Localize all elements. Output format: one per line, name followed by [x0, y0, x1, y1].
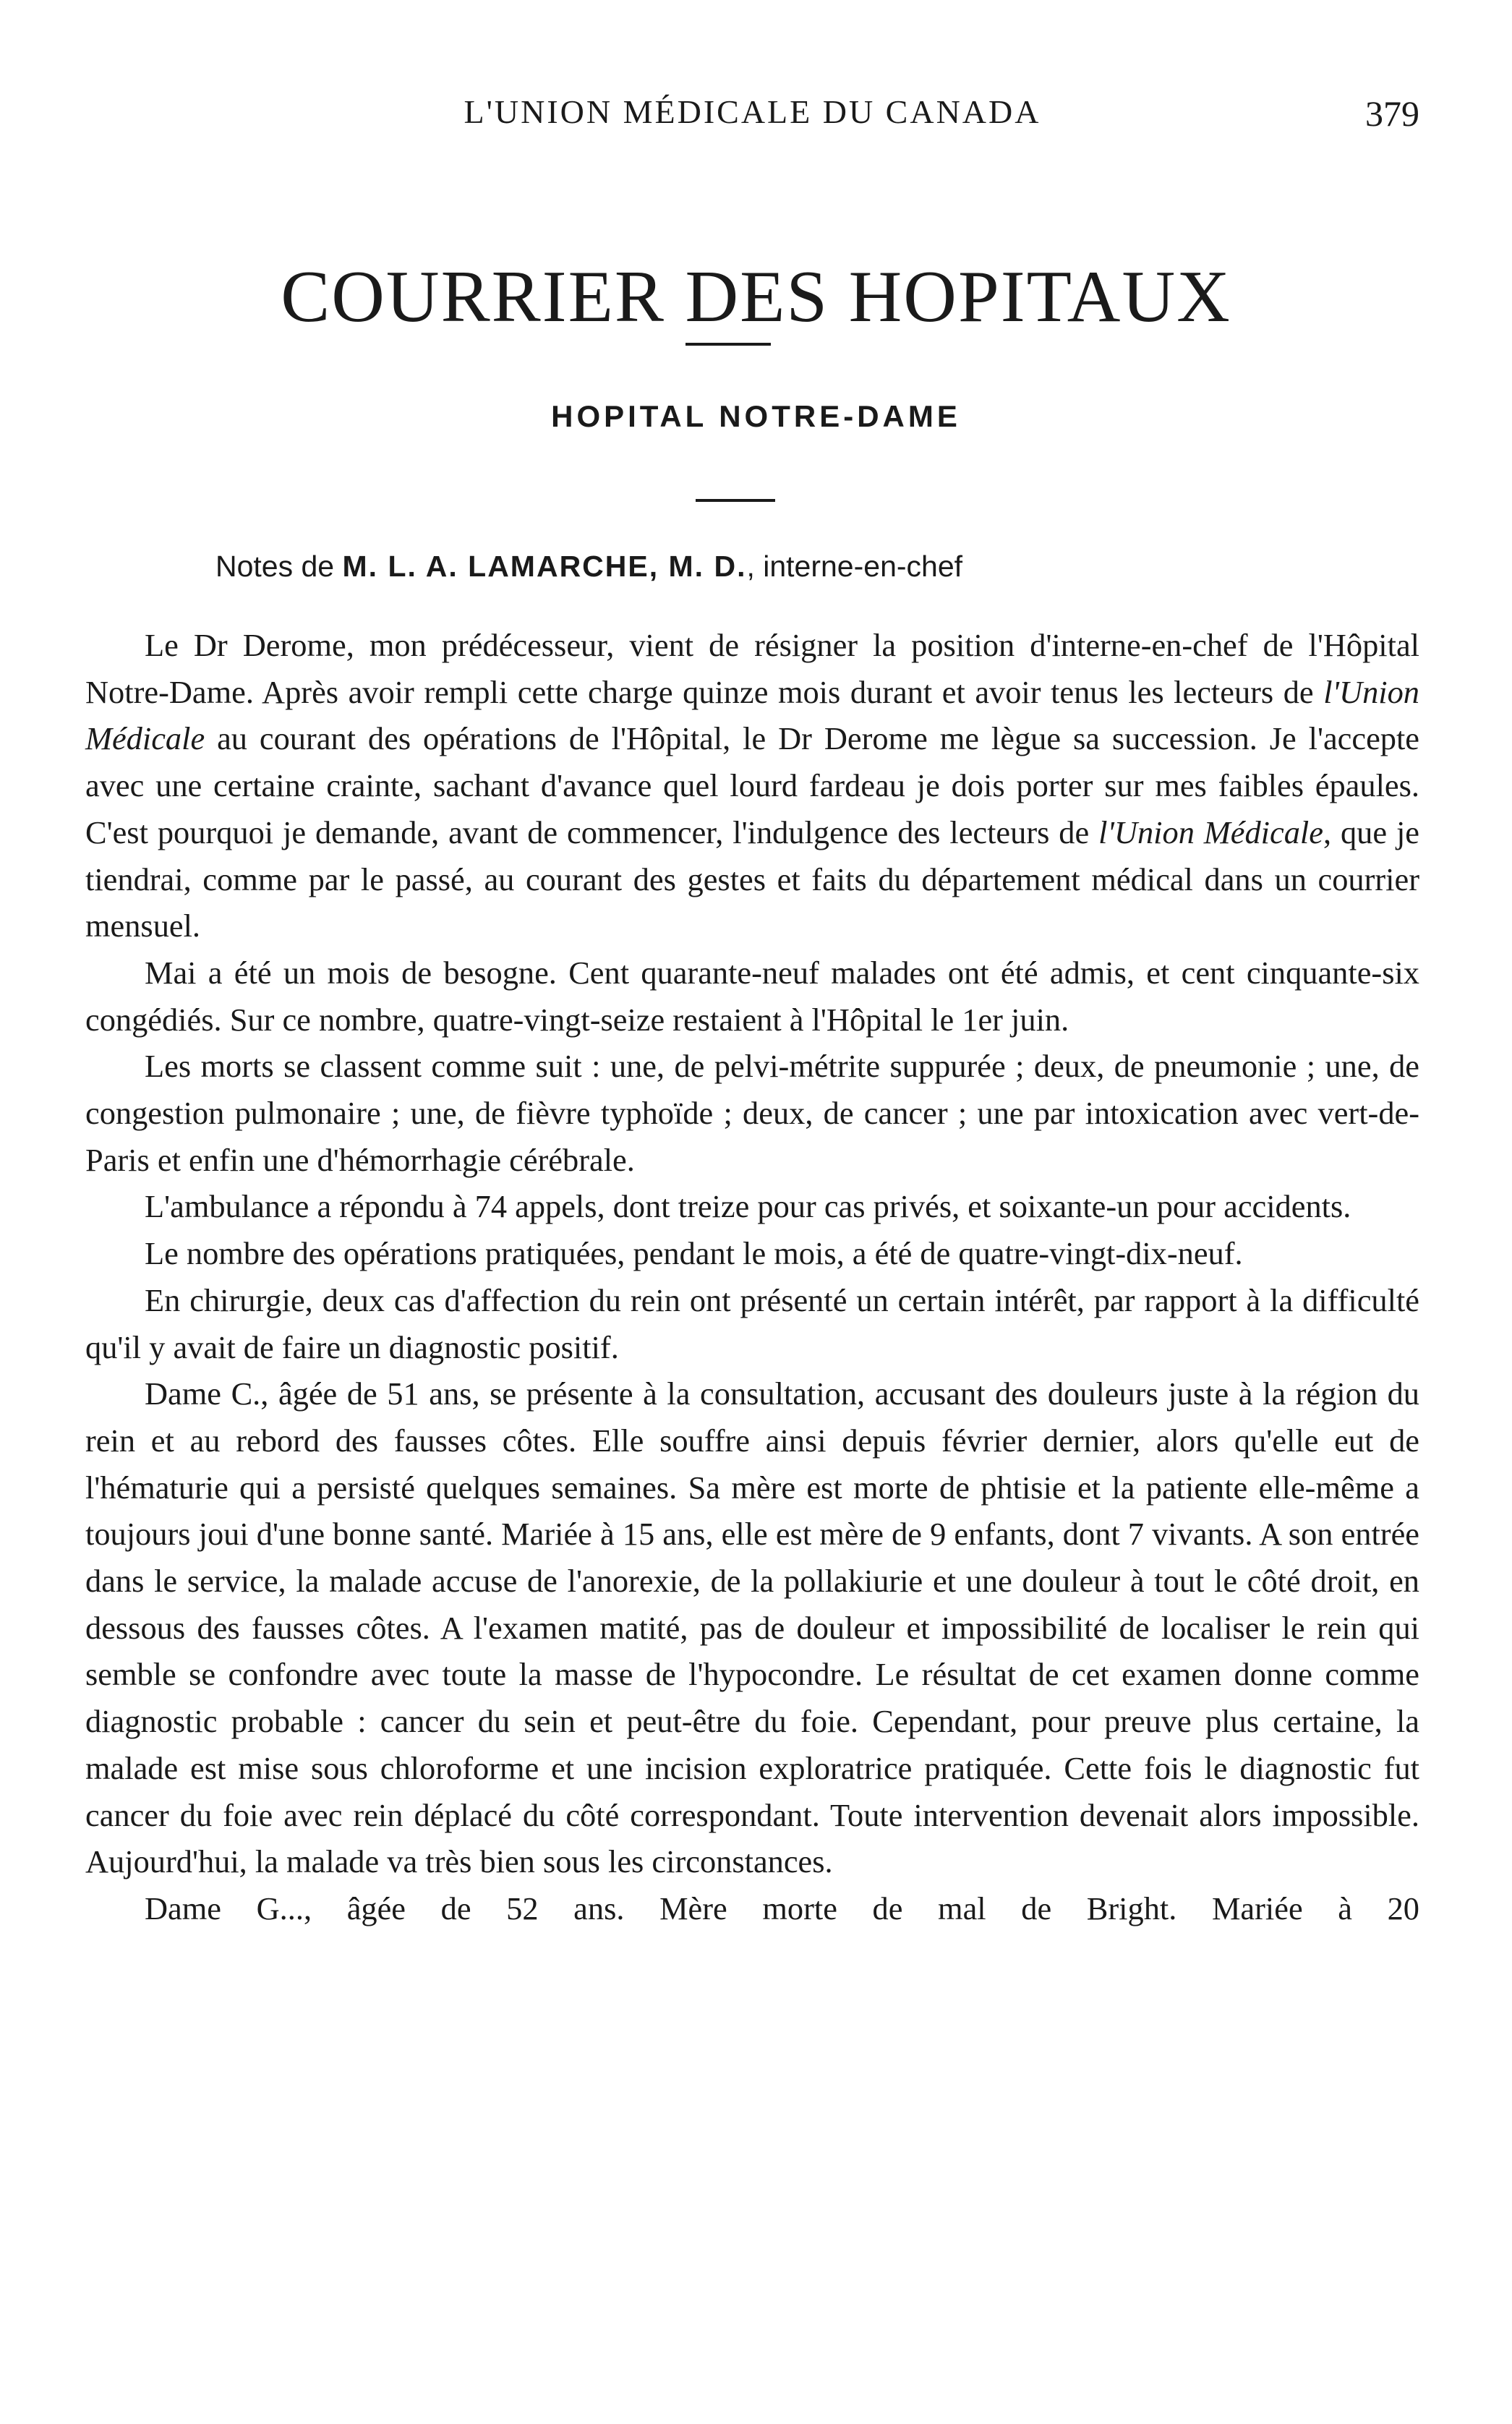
journal-name: l'Union Médicale	[85, 673, 1419, 757]
paragraph: Mai a été un mois de besogne. Cent quarante-neuf malades ont été admis, et cent cinquante-six congédiés. Sur ce nombre, quatre-vingt-seize restaient à l'Hôpital le 1er juin.	[85, 954, 1419, 1038]
paragraph: L'ambulance a répondu à 74 appels, dont treize pour cas privés, et soixante-un pour accidents.	[145, 1188, 1351, 1225]
paragraph: Dame G..., âgée de 52 ans. Mère morte de mal de Bright. Mariée à 20	[145, 1890, 1419, 1926]
page-number: 379	[1365, 93, 1419, 134]
article-body	[85, 622, 1419, 1932]
paragraph-text: Le Dr Derome, mon prédécesseur, vient de résigner la position d'interne-en-chef de l'Hôpital Notre-Dame. Après avoir rempli cette charge quinze mois durant et avoir tenus les lecteurs de	[85, 627, 1419, 710]
byline	[215, 550, 1409, 584]
byline-prefix: Notes de	[215, 550, 335, 583]
paragraph: En chirurgie, deux cas d'affection du rein ont présenté un certain intérêt, par rapport à la difficulté qu'il y avait de faire un diagnostic positif.	[85, 1281, 1419, 1365]
divider-rule	[696, 499, 775, 502]
hospital-heading: HOPITAL NOTRE-DAME	[551, 399, 961, 433]
byline-role: , interne-en-chef	[746, 550, 963, 583]
journal-name: l'Union Médicale	[1098, 814, 1323, 850]
paragraph: Le nombre des opérations pratiquées, pendant le mois, a été de quatre-vingt-dix-neuf.	[145, 1235, 1243, 1272]
divider-rule	[685, 343, 771, 346]
running-head	[85, 93, 1419, 136]
paragraph	[85, 622, 1419, 949]
byline-author: M. L. A. LAMARCHE, M. D.	[342, 550, 747, 583]
paragraph: Dame C., âgée de 51 ans, se présente à la consultation, accusant des douleurs juste à la région du rein et au rebord des fausses côtes. Elle souffre ainsi depuis février dernier, alors qu'elle eut de l'hématurie qui a persisté quelques semaines. Sa mère est morte de phtisie et la patiente elle-même a toujours joui d'une bonne santé. Mariée à 15 ans, elle est mère de 9 enfants, dont 7 vivants. A son entrée dans le service, la malade accuse de l'anorexie, de la pollakiurie et une douleur à tout le côté droit, en dessous des fausses côtes. A l'examen matité, pas de douleur et impossibilité de localiser le rein qui semble se confondre avec toute la masse de l'hypocondre. Le résultat de cet examen donne comme diagnostic probable : cancer du sein et peut-être du foie. Cependant, pour preuve plus certaine, la malade est mise sous chloroforme et une incision exploratrice pratiquée. Cette fois le diagnostic fut cancer du foie avec rein déplacé du côté correspondant. Toute intervention devenait alors impossible. Aujourd'hui, la malade va très bien sous les circonstances.	[85, 1375, 1419, 1880]
paragraph-text: , que je tiendrai, comme par le passé, au courant des gestes et faits du département médical dans un courrier mensuel.	[85, 814, 1419, 944]
section-title: COURRIER DES HOPITAUX	[281, 256, 1231, 338]
paragraph-text: au courant des opérations de l'Hôpital, le Dr Derome me lègue sa succession. Je l'accepte avec une certaine crainte, sachant d'avance quel lourd fardeau je dois porter sur mes faibles épaules. C'est pourquoi je demande, avant de commencer, l'indulgence des lecteurs de	[85, 720, 1419, 850]
running-title: L'UNION MÉDICALE DU CANADA	[464, 93, 1041, 130]
paragraph: Les morts se classent comme suit : une, de pelvi-métrite suppurée ; deux, de pneumonie ; une, de congestion pulmonaire ; une, de fièvre typhoïde ; deux, de cancer ; une par intoxication avec vert-de-Paris et enfin une d'hémorrhagie cérébrale.	[85, 1048, 1419, 1178]
